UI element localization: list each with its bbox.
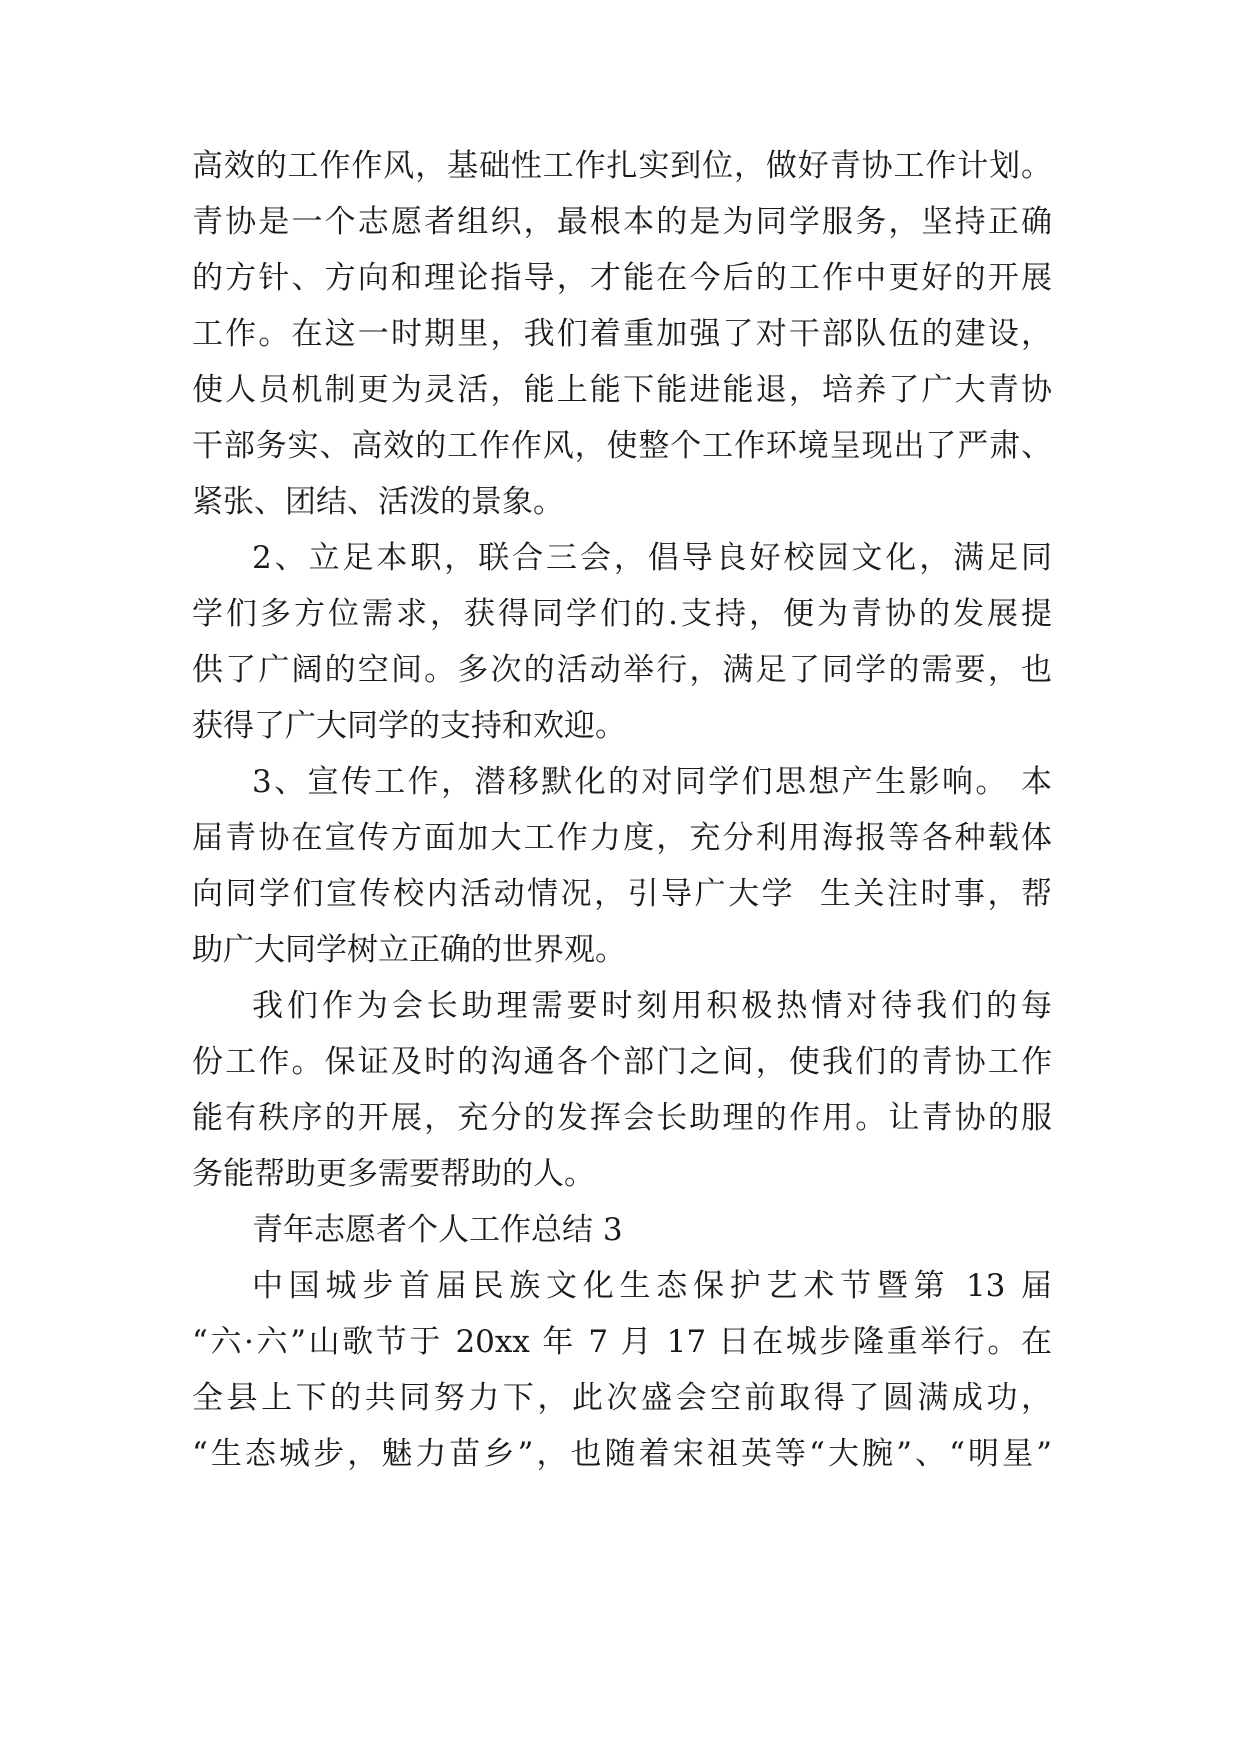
- text-line: 务能帮助更多需要帮助的人。: [192, 1156, 595, 1192]
- text-line: 青协是一个志愿者组织，最根本的是为同学服务，坚持正确: [192, 204, 1052, 240]
- paragraph-first-line: 3、宣传工作，潜移默化的对同学们思想产生影响。 本: [252, 764, 1052, 800]
- paragraph-first-line: 2、立足本职，联合三会，倡导良好校园文化，满足同: [252, 540, 1052, 576]
- text-line: 的方针、方向和理论指导，才能在今后的工作中更好的开展: [192, 260, 1052, 296]
- text-line: “生态城步，魅力苗乡”，也随着宋祖英等“大腕”、“明星”: [192, 1436, 1052, 1472]
- section-heading: 青年志愿者个人工作总结 3: [252, 1212, 623, 1248]
- text-line: 全县上下的共同努力下，此次盛会空前取得了圆满成功，: [192, 1380, 1052, 1416]
- text-line: 供了广阔的空间。多次的活动举行，满足了同学的需要，也: [192, 652, 1052, 688]
- text-line: 份工作。保证及时的沟通各个部门之间，使我们的青协工作: [192, 1044, 1052, 1080]
- text-line: 干部务实、高效的工作作风，使整个工作环境呈现出了严肃、: [192, 428, 1052, 464]
- text-line: 向同学们宣传校内活动情况，引导广大学 生关注时事，帮: [192, 876, 1052, 912]
- text-line: 届青协在宣传方面加大工作力度，充分利用海报等各种载体: [192, 820, 1052, 856]
- text-line: 工作。在这一时期里，我们着重加强了对干部队伍的建设，: [192, 316, 1052, 352]
- paragraph-first-line: 中国城步首届民族文化生态保护艺术节暨第 13 届: [252, 1268, 1052, 1304]
- text-line: 助广大同学树立正确的世界观。: [192, 932, 626, 968]
- text-line: 能有秩序的开展，充分的发挥会长助理的作用。让青协的服: [192, 1100, 1052, 1136]
- text-line: 获得了广大同学的支持和欢迎。: [192, 708, 626, 744]
- paragraph-first-line: 我们作为会长助理需要时刻用积极热情对待我们的每: [252, 988, 1052, 1024]
- text-line: 高效的工作作风，基础性工作扎实到位，做好青协工作计划。: [192, 148, 1052, 184]
- text-line: 学们多方位需求，获得同学们的.支持，便为青协的发展提: [192, 596, 1052, 632]
- text-line: 紧张、团结、活泼的景象。: [192, 484, 564, 520]
- text-line: 使人员机制更为灵活，能上能下能进能退，培养了广大青协: [192, 372, 1052, 408]
- text-line: “六·六”山歌节于 20xx 年 7 月 17 日在城步隆重举行。在: [192, 1324, 1052, 1360]
